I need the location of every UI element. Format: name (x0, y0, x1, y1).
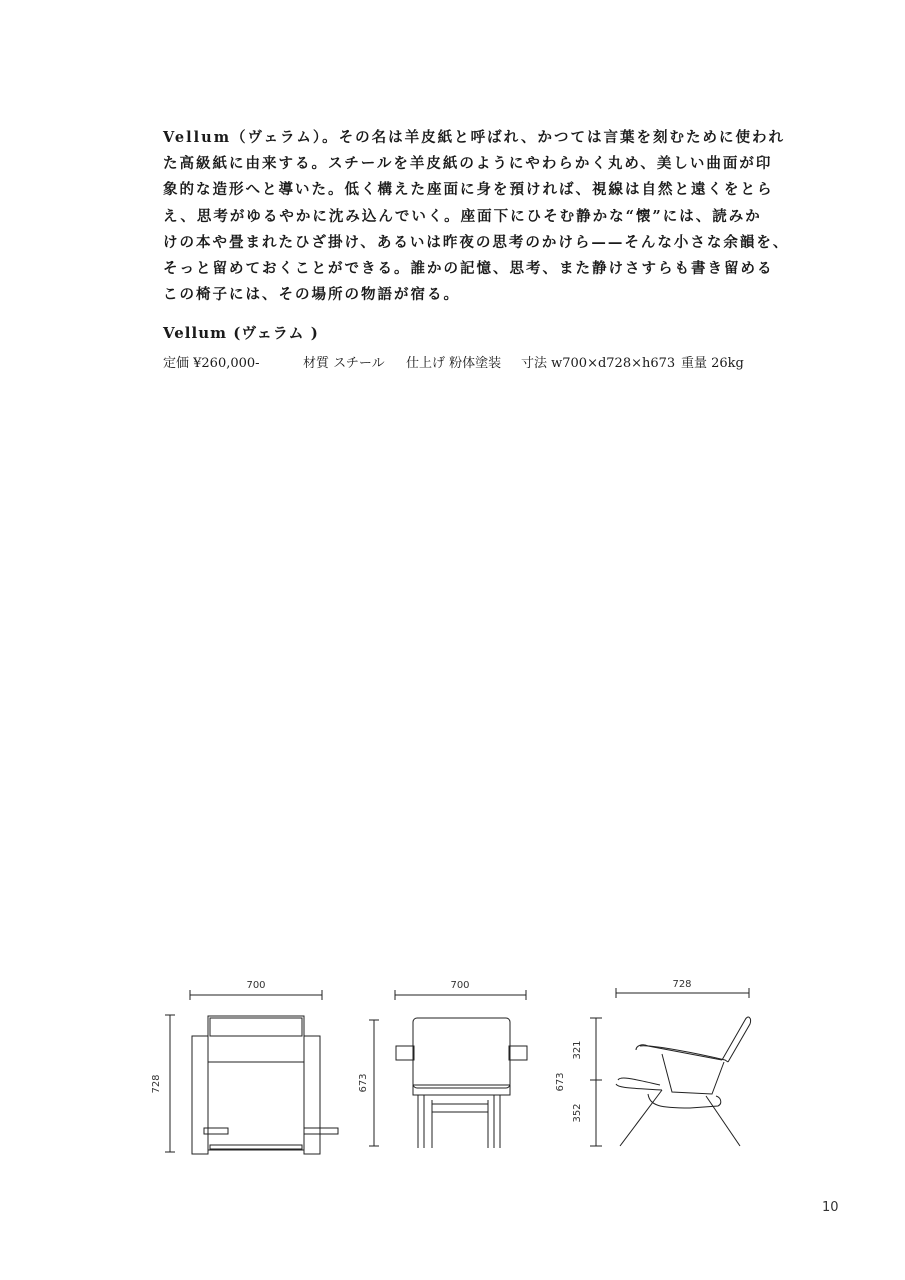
description-line: え、思考がゆるやかに沈み込んでいく。座面下にひそむ静かな“懐”には、読みか (163, 207, 762, 225)
side-height-label: 673 (555, 1072, 566, 1092)
price: 定価 ¥260,000- (163, 356, 260, 371)
front-width-label: 700 (450, 980, 470, 991)
side-lower-label: 352 (572, 1103, 583, 1123)
top-view-drawing (165, 990, 338, 1154)
front-view-drawing (369, 990, 527, 1148)
page-number: 10 (822, 1200, 839, 1215)
description-line: Vellum（ヴェラム）。その名は羊皮紙と呼ばれ、かつては言葉を刻むために使われ (163, 129, 785, 146)
weight: 重量 26kg (681, 356, 744, 371)
material: 材質 スチール (303, 356, 385, 371)
description-line: この椅子には、その場所の物語が宿る。 (163, 286, 460, 304)
front-height-label: 673 (358, 1073, 369, 1093)
product-name: Vellum (ヴェラム ) (163, 324, 319, 342)
finish: 仕上げ 粉体塗装 (406, 356, 502, 371)
side-upper-label: 321 (572, 1040, 583, 1060)
top-width-label: 700 (246, 980, 266, 991)
dimensions: 寸法 w700×d728×h673 (521, 356, 676, 371)
description-line: けの本や畳まれたひざ掛け、あるいは昨夜の思考のかけら——そんな小さな余韻を、 (163, 233, 790, 251)
top-depth-label: 728 (151, 1074, 162, 1094)
description-line: そっと留めておくことができる。誰かの記憶、思考、また静けさすらも書き留める (163, 260, 774, 278)
side-view-drawing (590, 988, 751, 1146)
side-depth-label: 728 (672, 979, 692, 990)
description-line: た高級紙に由来する。スチールを羊皮紙のようにやわらかく丸め、美しい曲面が印 (163, 155, 773, 173)
description-line: 象的な造形へと導いた。低く構えた座面に身を預ければ、視線は自然と遠くをとら (163, 181, 774, 199)
